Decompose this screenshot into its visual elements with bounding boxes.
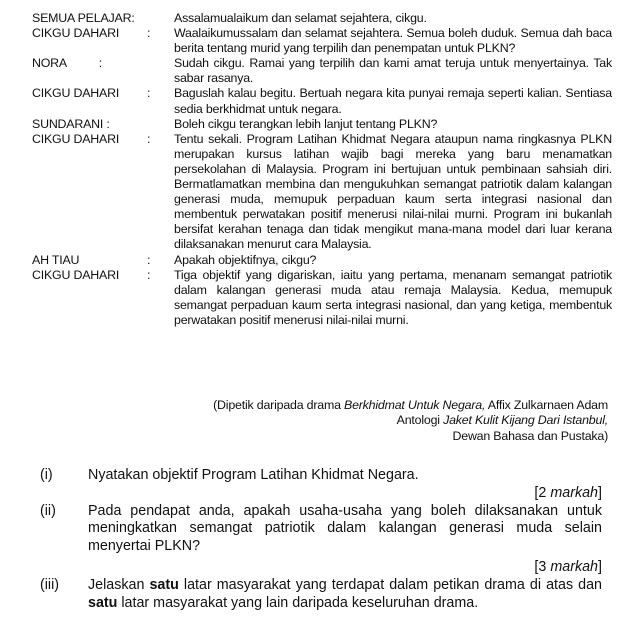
question-item <box>40 577 602 613</box>
question-text <box>88 577 602 613</box>
marks-label <box>40 559 602 577</box>
citation-prefix: (Dipetik daripada drama <box>213 398 344 412</box>
dialogue-text: Assalamualaikum dan selamat sejahtera, cikgu. <box>174 11 427 25</box>
dialogue-line <box>32 268 612 328</box>
dialogue-text: Tentu sekali. Program Latihan Khidmat Negara ataupun nama ringkasnya PLKN merupakan kursus latihan wajib bagi mereka yang baru menamatkan persekolahan di Malaysia. Program ini bertujuan untuk pembinaan sahsiah diri. Bermatlamatkan membina dan mengukuhkan semangat patriotik dalam kalangan generasi muda, memupuk perpaduan kaum serta integrasi nasional dan membentuk perwatakan positif menerusi nilai-nilai murni. Program ini bukanlah bersifat kerahan tenaga dan tidak mengikut mana-mana model dari luar kerana dilaksanakan menurut cara Malaysia. <box>174 131 612 252</box>
author-name: Affix Zulkarnaen Adam <box>485 398 608 412</box>
question-number: (iii) <box>40 576 60 593</box>
speaker-colon: : <box>147 267 151 282</box>
question-text-part: latar masyarakat yang lain daripada keseluruhan drama. <box>117 594 479 611</box>
speaker-colon: : <box>147 86 151 101</box>
dialogue-text: Sudah cikgu. Ramai yang terpilih dan kami amat teruja untuk menyertainya. Tak sabar rasanya. <box>174 56 612 86</box>
dialogue-line <box>32 11 612 26</box>
marks-prefix: [2 <box>534 484 551 501</box>
speaker-name: CIKGU DAHARI <box>32 267 120 282</box>
dialogue-line <box>32 56 612 86</box>
marks-word: markah <box>550 484 599 501</box>
dialogue-text: Baguslah kalau begitu. Bertuah negara kita punyai remaja seperti kalian. Sentiasa sedia berkhidmat untuk negara. <box>174 86 612 116</box>
question-item <box>40 467 602 485</box>
dialogue-text: Tiga objektif yang digariskan, iaitu yang pertama, menanam semangat patriotik dalam kalangan generasi muda atau remaja Malaysia. Kedua, memupuk semangat perpaduan kaum serta integrasi nasional, dan yang ketiga, membentuk perwatakan positif menerusi nilai-nilai murni. <box>174 267 612 327</box>
emphasis: satu <box>149 576 179 593</box>
marks-suffix: ] <box>598 484 602 501</box>
speaker-colon: : <box>147 252 151 267</box>
question-text: Nyatakan objektif Program Latihan Khidmat Negara. <box>88 467 419 483</box>
publisher: Dewan Bahasa dan Pustaka) <box>452 428 608 443</box>
drama-title: Berkhidmat Untuk Negara, <box>344 398 486 412</box>
marks-word: markah <box>550 558 599 575</box>
citation-line <box>213 413 608 428</box>
speaker-colon <box>147 11 174 26</box>
question-list <box>40 467 602 612</box>
speaker-name: AH TIAU <box>32 252 80 267</box>
question-number: (ii) <box>40 502 56 519</box>
question-text: Pada pendapat anda, apakah usaha-usaha yang boleh dilaksanakan untuk meningkatkan semangat patriotik dalam kalangan generasi muda selain menyertai PLKN? <box>88 502 602 555</box>
dialogue-line <box>32 26 612 56</box>
speaker-name: SUNDARANI : <box>32 116 110 131</box>
dialogue-line <box>32 253 612 268</box>
question-number: (i) <box>40 467 53 483</box>
dialogue-line <box>32 86 612 116</box>
speaker-name: CIKGU DAHARI <box>32 131 120 146</box>
dialogue-line <box>32 117 612 132</box>
anthology-prefix: Antologi <box>396 413 444 428</box>
marks-label <box>40 485 602 503</box>
dialogue-text: Waalaikumussalam dan selamat sejahtera. Semua boleh duduk. Semua dah baca berita tentang murid yang terpilih dan penempatan untuk PLKN? <box>174 26 612 56</box>
speaker-name: CIKGU DAHARI <box>32 26 120 41</box>
source-citation <box>213 398 608 444</box>
speaker-name: NORA : <box>32 56 102 71</box>
question-text-part: Jelaskan <box>88 576 150 593</box>
speaker-colon <box>147 56 174 86</box>
dialogue-line <box>32 132 612 253</box>
dialogue-text: Boleh cikgu terangkan lebih lanjut tentang PLKN? <box>174 116 438 131</box>
marks-prefix: [3 <box>534 558 551 575</box>
marks-suffix: ] <box>598 558 602 575</box>
question-text-part: latar masyarakat yang terdapat dalam petikan drama di atas dan <box>178 576 602 593</box>
citation-line <box>213 398 608 413</box>
anthology-title: Jaket Kulit Kijang Dari Istanbul, <box>443 413 608 428</box>
speaker-colon: : <box>147 131 151 146</box>
drama-excerpt <box>32 11 612 328</box>
speaker-name: CIKGU DAHARI <box>32 86 120 101</box>
emphasis: satu <box>88 594 118 611</box>
speaker-name: SEMUA PELAJAR: <box>32 11 135 25</box>
dialogue-text: Apakah objektifnya, cikgu? <box>174 252 317 267</box>
question-item <box>40 503 602 556</box>
speaker-colon <box>147 117 174 132</box>
speaker-colon: : <box>147 26 151 41</box>
